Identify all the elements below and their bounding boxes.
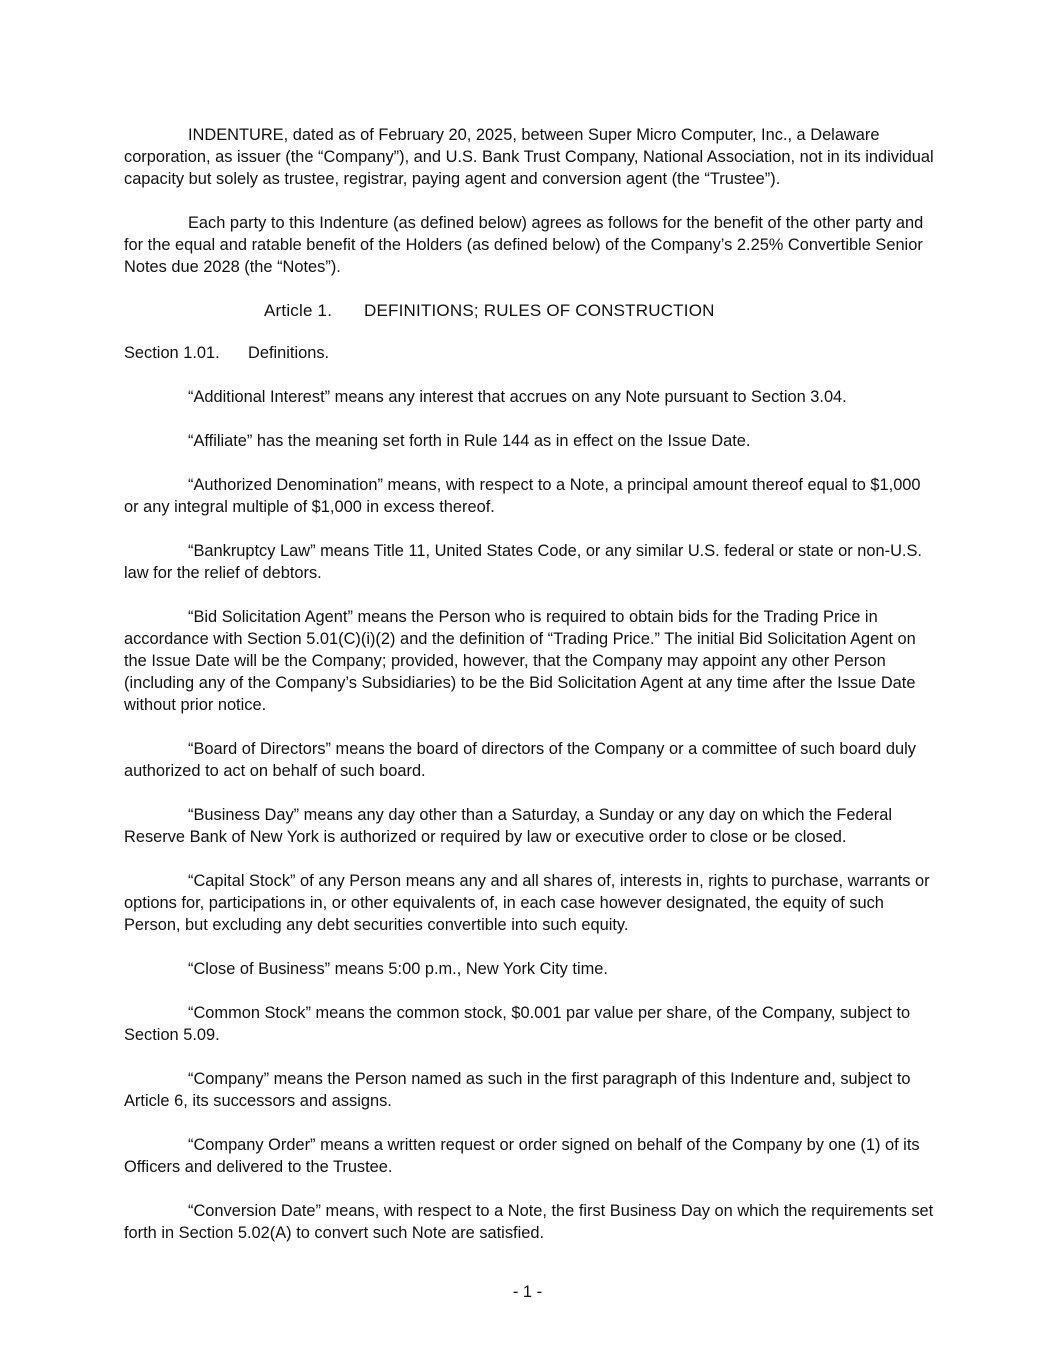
definition-affiliate: “Affiliate” has the meaning set forth in Rule 144 as in effect on the Issue Date. <box>188 432 751 450</box>
definition-common-stock: “Common Stock” means the common stock, $0.001 par value per share, of the Company, subject to Section 5.09. <box>124 1004 911 1044</box>
intro-paragraph-1: INDENTURE, dated as of February 20, 2025, between Super Micro Computer, Inc., a Delaware corporation, as issuer (the “Company”), and U.S. Bank Trust Company, National Association, not in its individual capacity but solely as trustee, registrar, paying agent and conversion agent (the “Trustee”). <box>124 126 934 188</box>
article-heading <box>264 300 934 322</box>
definition-capital-stock: “Capital Stock” of any Person means any and all shares of, interests in, rights to purchase, warrants or options for, participations in, or other equivalents of, in each case however designated, the equity of such Person, but excluding any debt securities convertible into such equity. <box>124 872 930 934</box>
intro-paragraph-2: Each party to this Indenture (as defined below) agrees as follows for the benefit of the other party and for the equal and ratable benefit of the Holders (as defined below) of the Company’s 2.25% Convertible Senior Notes due 2028 (the “Notes”). <box>124 214 924 276</box>
document-page <box>124 124 934 1266</box>
definition-additional-interest: “Additional Interest” means any interest that accrues on any Note pursuant to Section 3.04. <box>188 388 847 406</box>
definition-conversion-date: “Conversion Date” means, with respect to a Note, the first Business Day on which the requirements set forth in Section 5.02(A) to convert such Note are satisfied. <box>124 1202 934 1242</box>
article-number: Article 1. <box>264 301 333 320</box>
section-number: Section 1.01. <box>124 344 220 362</box>
definition-company: “Company” means the Person named as such in the first paragraph of this Indenture and, subject to Article 6, its successors and assigns. <box>124 1070 911 1110</box>
definition-bid-solicitation-agent: “Bid Solicitation Agent” means the Person who is required to obtain bids for the Trading Price in accordance with Section 5.01(C)(i)(2) and the definition of “Trading Price.” The initial Bid Solicitation Agent on the Issue Date will be the Company; provided, however, that the Company may appoint any other Person (including any of the Company’s Subsidiaries) to be the Bid Solicitation Agent at any time after the Issue Date without prior notice. <box>124 608 916 714</box>
definition-close-of-business: “Close of Business” means 5:00 p.m., New York City time. <box>188 960 608 978</box>
definition-authorized-denomination: “Authorized Denomination” means, with respect to a Note, a principal amount thereof equal to $1,000 or any integral multiple of $1,000 in excess thereof. <box>124 476 921 516</box>
page-number: - 1 - <box>512 1283 543 1301</box>
section-title: Definitions. <box>248 344 330 362</box>
definition-company-order: “Company Order” means a written request or order signed on behalf of the Company by one (1) of its Officers and delivered to the Trustee. <box>124 1136 920 1176</box>
definition-business-day: “Business Day” means any day other than a Saturday, a Sunday or any day on which the Federal Reserve Bank of New York is authorized or required by law or executive order to close or be closed. <box>124 806 892 846</box>
section-heading <box>124 342 934 364</box>
definition-board-of-directors: “Board of Directors” means the board of directors of the Company or a committee of such board duly authorized to act on behalf of such board. <box>124 740 916 780</box>
article-title: DEFINITIONS; RULES OF CONSTRUCTION <box>364 301 715 320</box>
definition-bankruptcy-law: “Bankruptcy Law” means Title 11, United States Code, or any similar U.S. federal or state or non-U.S. law for the relief of debtors. <box>124 542 922 582</box>
